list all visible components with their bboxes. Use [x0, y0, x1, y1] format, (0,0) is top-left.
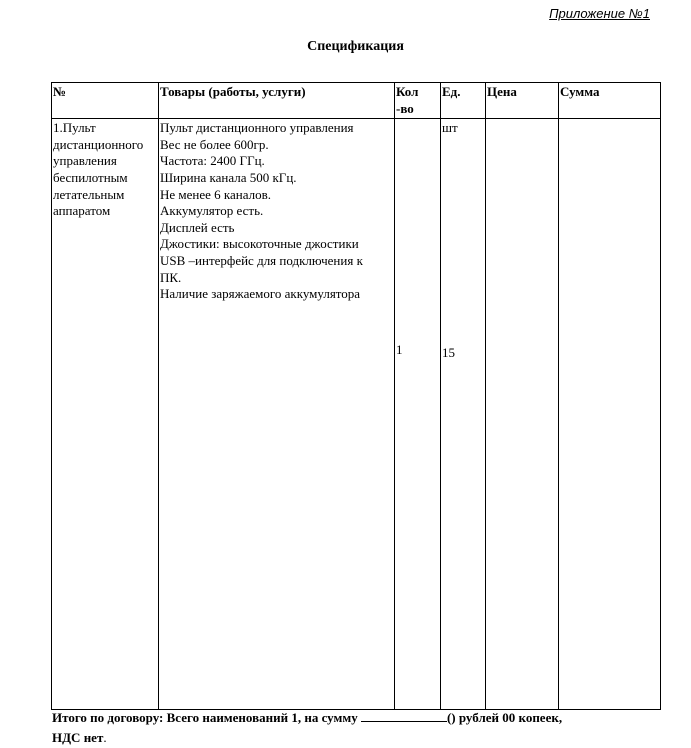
sum-cell [559, 119, 661, 710]
column-header-sum: Сумма [559, 83, 661, 119]
description-line: Наличие заряжаемого аккумулятора [160, 286, 361, 302]
item-name-line: управления [53, 153, 117, 169]
description-line: Не менее 6 каналов. [160, 186, 272, 202]
appendix-label: Приложение №1 [549, 6, 650, 21]
table-row [52, 119, 661, 710]
table-header-row [52, 83, 661, 119]
vat-period: . [103, 730, 107, 745]
description-line: Ширина канала 500 кГц. [160, 169, 297, 185]
item-name-line: аппаратом [53, 203, 111, 219]
unit-extra-value: 15 [442, 344, 455, 360]
item-name-line: летательным [53, 186, 125, 202]
item-name-line: 1.Пульт [53, 120, 96, 136]
amount-blank-line [361, 710, 447, 722]
description-line: Частота: 2400 ГГц. [160, 153, 265, 169]
item-name-line: дистанционного [53, 136, 144, 152]
description-line: Пульт дистанционного управления [160, 120, 354, 136]
description-line: Джостики: высокоточные джостики [160, 236, 359, 252]
total-text-after: () рублей 00 копеек, [446, 710, 563, 725]
quantity-cell [395, 119, 441, 710]
description-line: Дисплей есть [160, 219, 235, 235]
column-header-price: Цена [486, 83, 559, 119]
column-header-goods: Товары (работы, услуги) [159, 83, 395, 119]
description-line: USB –интерфейс для подключения к [160, 252, 363, 268]
description-line: ПК. [160, 269, 182, 285]
unit-value: шт [442, 120, 458, 136]
specification-table [51, 82, 661, 710]
item-name-line: беспилотным [53, 169, 128, 185]
item-name-cell [52, 119, 159, 710]
unit-cell [441, 119, 486, 710]
vat-text: НДС нет [52, 730, 104, 745]
column-header-quantity [395, 83, 441, 119]
quantity-value: 1 [396, 342, 403, 358]
column-header-unit: Ед. [441, 83, 486, 119]
column-header-quantity-line2: -во [396, 100, 414, 116]
description-line: Аккумулятор есть. [160, 203, 264, 219]
column-header-quantity-line1: Кол [396, 84, 419, 99]
description-line: Вес не более 600гр. [160, 136, 269, 152]
price-cell [486, 119, 559, 710]
column-header-number: № [52, 83, 159, 119]
document-title: Спецификация [307, 39, 404, 54]
total-text-before: Итого по договору: Всего наименований 1, на сумму [52, 710, 361, 725]
total-summary [52, 708, 652, 748]
item-description-cell [159, 119, 395, 710]
